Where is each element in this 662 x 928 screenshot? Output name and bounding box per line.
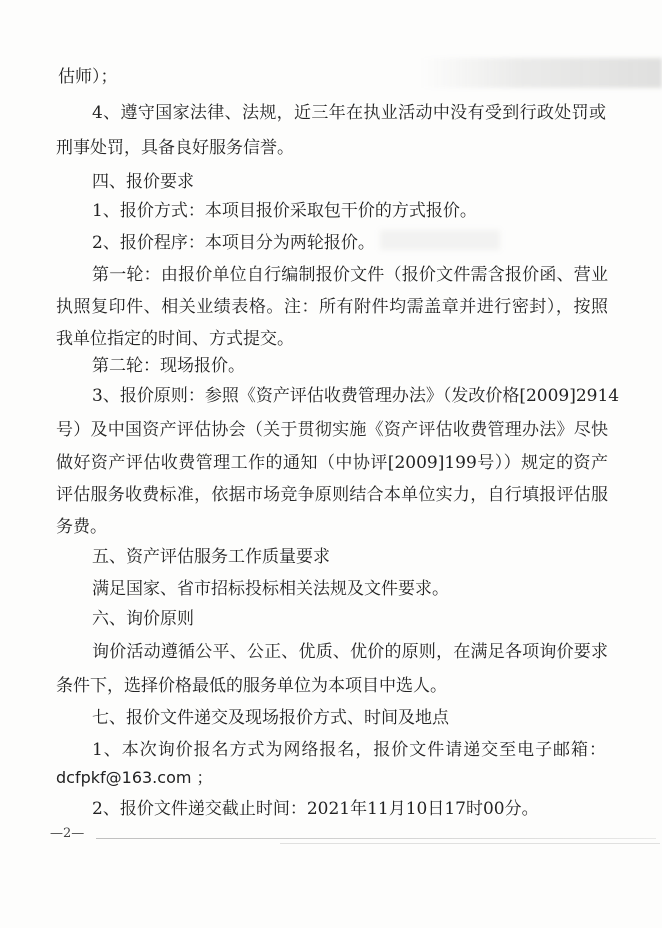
text-line: 1、报价方式：本项目报价采取包干价的方式报价。 [92,201,477,221]
section-heading: 六、询价原则 [92,609,194,629]
text-line: 3、报价原则：参照《资产评估收费管理办法》（发改价格[2009]2914 [92,386,620,406]
text-line: 务费。 [56,517,107,537]
page-number: —2— [50,826,85,841]
section-heading: 五、资产评估服务工作质量要求 [92,547,330,567]
text-line: 第一轮：由报价单位自行编制报价文件（报价文件需含报价函、营业 [92,265,608,285]
text-line: 评估服务收费标准，依据市场竞争原则结合本单位实力，自行填报评估服 [56,485,608,505]
section-heading: 四、报价要求 [92,172,194,192]
text-line: 执照复印件、相关业绩表格。注：所有附件均需盖章并进行密封），按照 [56,297,608,317]
text-line: 刑事处罚，具备良好服务信誉。 [56,138,294,158]
text-line: 4、遵守国家法律、法规，近三年在执业活动中没有受到行政处罚或 [92,103,606,123]
text-line: 询价活动遵循公平、公正、优质、优价的原则，在满足各项询价要求 [92,642,608,662]
text-line: 2、报价程序：本项目分为两轮报价。 [92,233,375,253]
text-line: 第二轮：现场报价。 [92,356,245,376]
text-line: 2、报价文件递交截止时间：2021年11月10日17时00分。 [92,799,539,819]
footer-rule [96,838,656,839]
text-line: 1、本次询价报名方式为网络报名，报价文件请递交至电子邮箱： [92,740,606,760]
text-line: 我单位指定的时间、方式提交。 [56,329,294,349]
text-line: 满足国家、省市招标投标相关法规及文件要求。 [92,579,449,599]
scan-bleed-through [380,230,500,250]
text-line: 号）及中国资产评估协会（关于贯彻实施《资产评估收费管理办法》尽快 [56,420,608,440]
email-address: dcfpkf@163.com ； [56,768,213,787]
section-heading: 七、报价文件递交及现场报价方式、时间及地点 [92,708,449,728]
text-line: 估师）； [58,67,118,87]
footer-rule [280,843,660,844]
text-line: 做好资产评估收费管理工作的通知（中协评[2009]199号））规定的资产 [56,453,608,473]
text-line: 条件下，选择价格最低的服务单位为本项目中选人。 [56,676,447,696]
scan-bleed-through [420,58,662,88]
